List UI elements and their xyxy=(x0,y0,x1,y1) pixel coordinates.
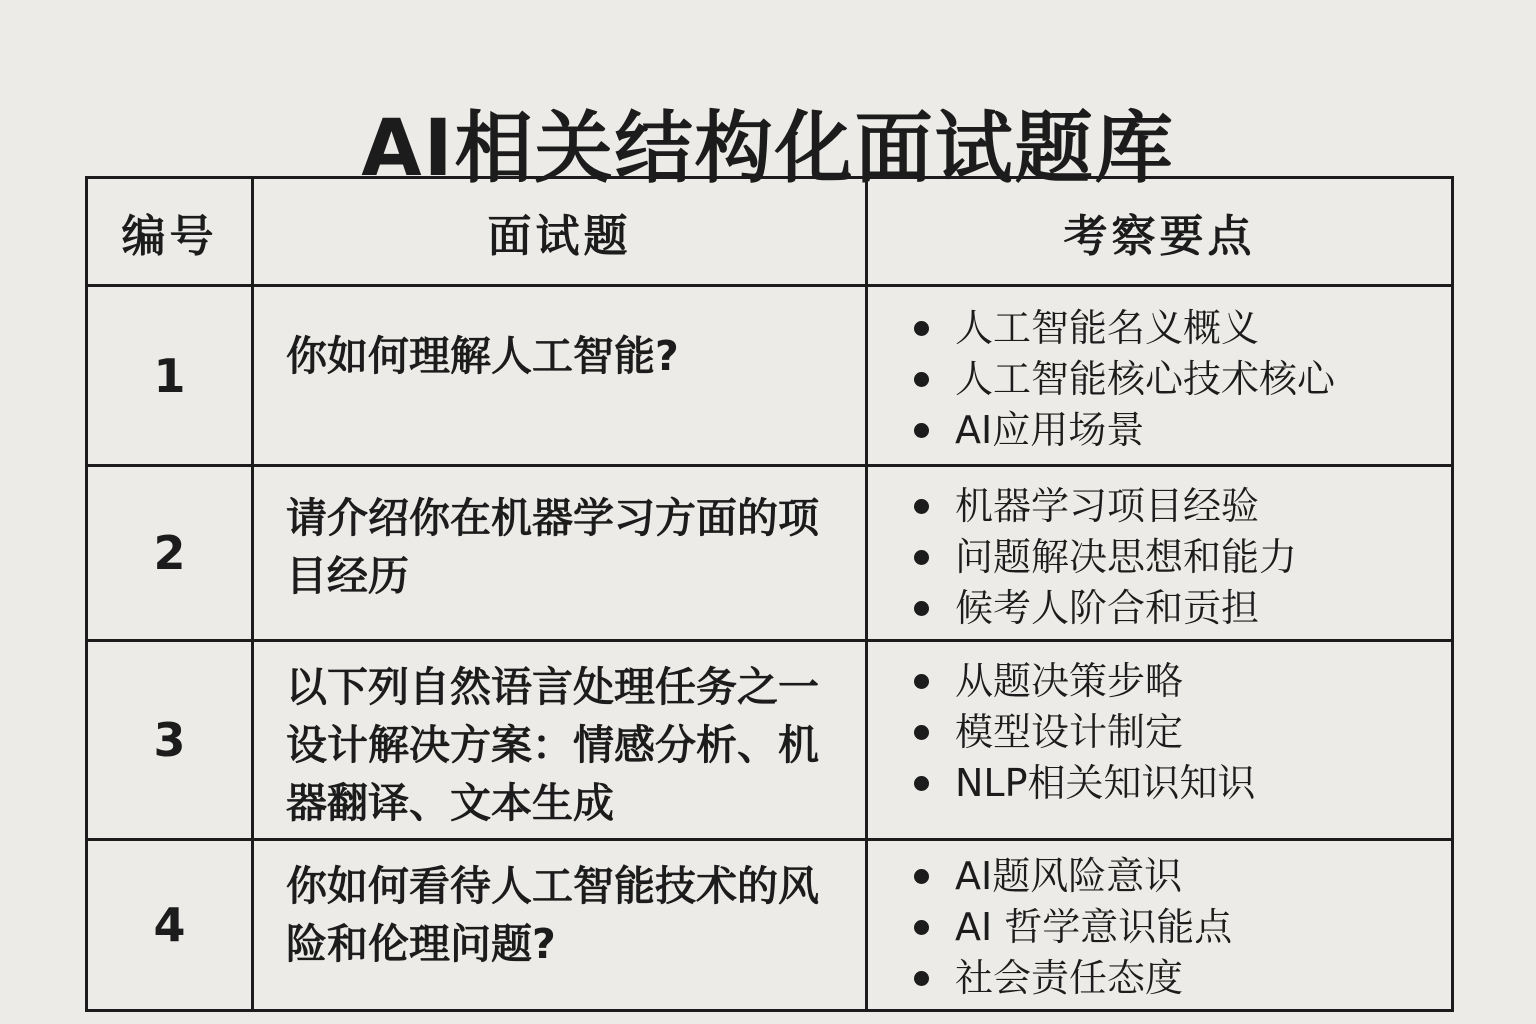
key-point-text: AI题风险意识 xyxy=(955,854,1183,898)
key-points-cell xyxy=(867,466,1453,641)
bullet-icon xyxy=(914,423,929,438)
key-point xyxy=(914,583,1451,634)
bullet-icon xyxy=(914,550,929,565)
question-text: 你如何理解人工智能? xyxy=(253,286,867,466)
bullet-icon xyxy=(914,971,929,986)
key-point xyxy=(914,405,1451,456)
key-point-text: 候考人阶合和贡担 xyxy=(955,586,1260,630)
key-point xyxy=(914,303,1451,354)
key-points-list xyxy=(914,303,1451,456)
page-title: AI相关结构化面试题库 xyxy=(361,104,1175,195)
key-point xyxy=(914,953,1451,1004)
key-point-text: 社会责任态度 xyxy=(955,956,1184,1000)
key-points-list xyxy=(914,656,1451,809)
table-row xyxy=(87,641,1453,840)
key-point-text: 机器学习项目经验 xyxy=(955,484,1260,528)
bullet-icon xyxy=(914,725,929,740)
key-points-list xyxy=(914,851,1451,1004)
key-point-text: AI 哲学意识能点 xyxy=(955,905,1233,949)
table-header-row xyxy=(87,178,1453,286)
bullet-icon xyxy=(914,869,929,884)
question-text: 以下列自然语言处理任务之一设计解决方案：情感分析、机器翻译、文本生成 xyxy=(253,641,867,840)
bullet-icon xyxy=(914,372,929,387)
row-number: 1 xyxy=(87,286,253,466)
key-point-text: 从题决策步略 xyxy=(955,659,1184,703)
key-point-text: NLP相关知识知识 xyxy=(955,761,1256,805)
key-points-cell xyxy=(867,840,1453,1011)
table-row xyxy=(87,840,1453,1011)
row-number: 2 xyxy=(87,466,253,641)
key-point-text: 模型设计制定 xyxy=(955,710,1184,754)
header-question: 面试题 xyxy=(253,178,867,286)
bullet-icon xyxy=(914,499,929,514)
question-text: 你如何看待人工智能技术的风险和伦理问题? xyxy=(253,840,867,1011)
key-points-cell xyxy=(867,641,1453,840)
table-row xyxy=(87,286,1453,466)
key-point xyxy=(914,354,1451,405)
row-number: 3 xyxy=(87,641,253,840)
key-point xyxy=(914,656,1451,707)
key-point xyxy=(914,532,1451,583)
key-point-text: 人工智能名义概义 xyxy=(955,306,1260,350)
bullet-icon xyxy=(914,321,929,336)
bullet-icon xyxy=(914,601,929,616)
key-point-text: AI应用场景 xyxy=(955,408,1145,452)
key-point xyxy=(914,902,1451,953)
key-point-text: 人工智能核心技术核心 xyxy=(955,357,1336,401)
bullet-icon xyxy=(914,776,929,791)
key-point xyxy=(914,758,1451,809)
key-points-cell xyxy=(867,286,1453,466)
bullet-icon xyxy=(914,920,929,935)
key-points-list xyxy=(914,481,1451,634)
key-point-text: 问题解决思想和能力 xyxy=(955,535,1298,579)
key-point xyxy=(914,851,1451,902)
key-point xyxy=(914,707,1451,758)
header-number: 编号 xyxy=(87,178,253,286)
question-text: 请介绍你在机器学习方面的项目经历 xyxy=(253,466,867,641)
header-points: 考察要点 xyxy=(867,178,1453,286)
interview-question-table xyxy=(85,176,1454,1012)
bullet-icon xyxy=(914,674,929,689)
table-row xyxy=(87,466,1453,641)
row-number: 4 xyxy=(87,840,253,1011)
key-point xyxy=(914,481,1451,532)
